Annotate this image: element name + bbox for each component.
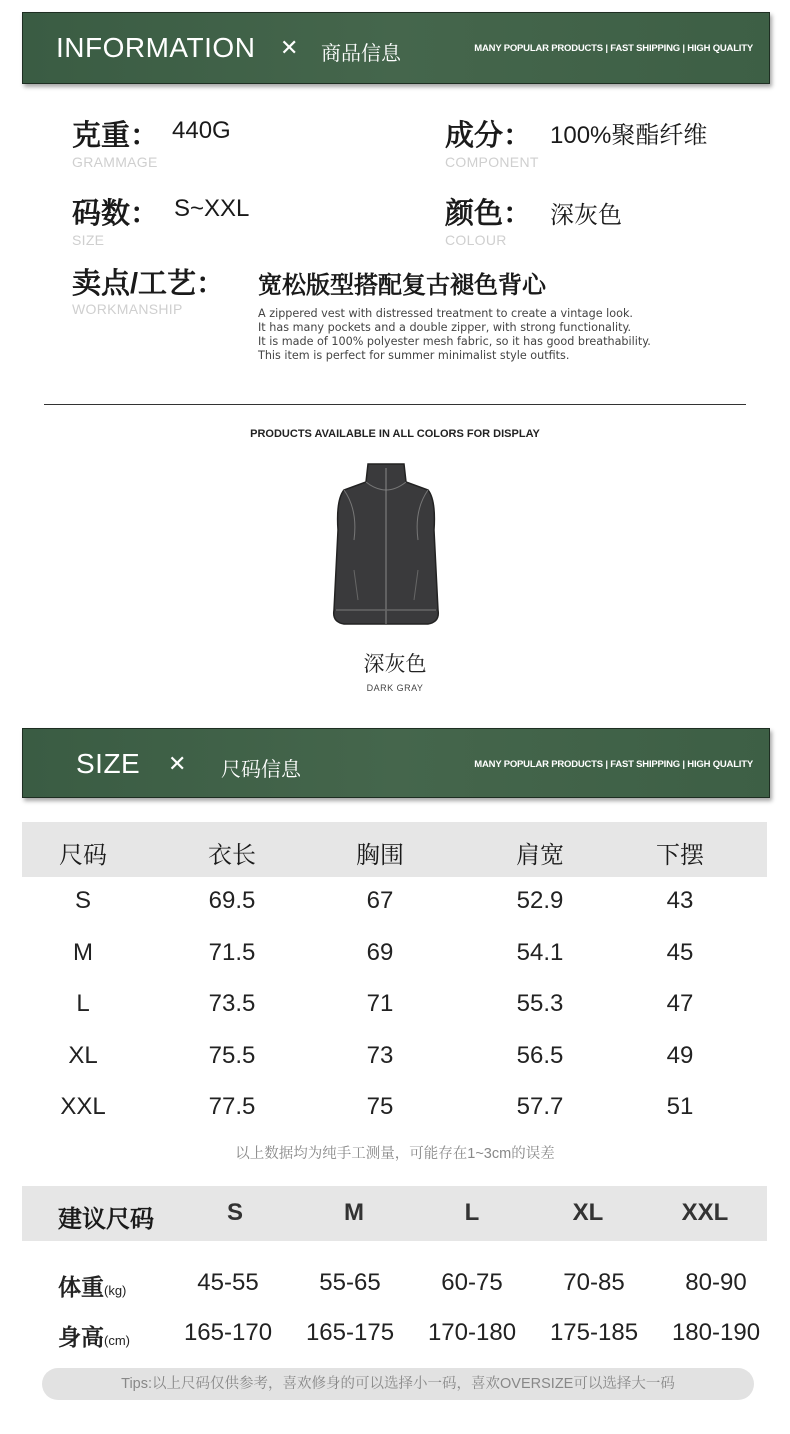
size-table-cell: 52.9	[516, 887, 564, 914]
height-value: 180-190	[671, 1319, 761, 1346]
size-table-header-cell: 下摆	[656, 842, 704, 869]
weight-unit: (kg)	[104, 1283, 127, 1298]
grammage-label: 克重：	[72, 120, 160, 152]
size-banner	[22, 728, 770, 798]
recommend-header-cell: XXL	[681, 1199, 729, 1226]
weight-value: 70-85	[563, 1269, 625, 1296]
weight-value: 55-65	[319, 1269, 381, 1296]
height-value: 170-180	[427, 1319, 517, 1346]
size-table-cell: 73	[366, 1041, 394, 1069]
banner-title-en: SIZE	[76, 748, 141, 779]
weight-value: 80-90	[685, 1269, 747, 1296]
size-table-cell: 56.5	[516, 1041, 564, 1069]
workmanship-label: 卖点/工艺：	[72, 268, 226, 300]
weight-value: 45-55	[197, 1269, 259, 1296]
size-table-cell: S	[74, 887, 92, 914]
component-label: 成分：	[445, 120, 533, 152]
size-table-cell: 77.5	[208, 1093, 256, 1120]
size-table-cell: 45	[666, 938, 694, 966]
size-table-cell: 49	[666, 1041, 694, 1069]
height-value: 165-170	[183, 1319, 273, 1346]
size-table-cell: 51	[666, 1093, 694, 1120]
colors-heading: PRODUCTS AVAILABLE IN ALL COLORS FOR DISPLAY	[250, 428, 540, 440]
size-table-cell: M	[73, 938, 93, 966]
size-table-cell: 71.5	[208, 938, 256, 966]
recommend-header-cell: L	[464, 1199, 480, 1226]
size-table-cell: 71	[366, 990, 394, 1017]
description-line: A zippered vest with distressed treatment to create a vintage look.	[258, 307, 633, 320]
sparkle-icon: ✕	[280, 35, 299, 60]
component-sub: COMPONENT	[445, 154, 539, 170]
description-line: It is made of 100% polyester mesh fabric, so it has good breathability.	[258, 335, 651, 348]
size-table-cell: 69	[366, 938, 394, 966]
size-table-cell: 75.5	[208, 1041, 256, 1069]
banner-title-en: INFORMATION	[56, 32, 256, 63]
size-sub: SIZE	[72, 232, 105, 248]
color-name-en: DARK GRAY	[366, 683, 424, 693]
vest-image	[318, 460, 454, 632]
height-row-label	[58, 1319, 130, 1352]
size-table-header-cell: 尺码	[59, 842, 107, 869]
product-description	[258, 307, 651, 363]
grammage-value: 440G	[172, 117, 231, 144]
size-table-header-cell: 胸围	[356, 842, 404, 869]
size-table-cell: 55.3	[516, 990, 564, 1017]
measurement-note: 以上数据均为纯手工测量，可能存在1~3cm的误差	[235, 1146, 555, 1162]
colour-sub: COLOUR	[445, 232, 507, 248]
component-value: 100%聚酯纤维	[550, 122, 708, 149]
description-line: It has many pockets and a double zipper, with strong functionality.	[258, 321, 632, 334]
grammage-sub: GRAMMAGE	[72, 154, 158, 170]
weight-label: 体重	[58, 1274, 104, 1300]
colour-value: 深灰色	[550, 202, 622, 229]
banner-tagline: MANY POPULAR PRODUCTS | FAST SHIPPING | HIGH QUALITY	[474, 759, 753, 770]
banner-title-cn: 尺码信息	[221, 759, 301, 781]
size-table-header-cell: 肩宽	[516, 842, 564, 869]
sparkle-icon: ✕	[168, 751, 187, 776]
banner-title-cn: 商品信息	[321, 43, 401, 65]
weight-row-label	[58, 1269, 126, 1302]
size-table-cell: 73.5	[208, 990, 256, 1017]
recommend-header-cell: 建议尺码	[58, 1206, 154, 1233]
banner-tagline: MANY POPULAR PRODUCTS | FAST SHIPPING | HIGH QUALITY	[474, 43, 753, 54]
tips-bar: Tips:以上尺码仅供参考，喜欢修身的可以选择小一码，喜欢OVERSIZE可以选择大一码	[42, 1368, 754, 1400]
size-table-header-cell: 衣长	[208, 842, 256, 869]
colour-label: 颜色：	[445, 198, 533, 230]
workmanship-value: 宽松版型搭配复古褪色背心	[258, 272, 546, 299]
size-table-cell: 75	[366, 1093, 394, 1120]
recommend-header-cell: S	[226, 1199, 244, 1226]
color-name-cn: 深灰色	[363, 653, 427, 676]
height-label: 身高	[58, 1324, 104, 1350]
size-table-cell: XXL	[60, 1093, 106, 1120]
height-value: 165-175	[305, 1319, 395, 1346]
workmanship-sub: WORKMANSHIP	[72, 301, 183, 317]
size-table-cell: 47	[666, 990, 694, 1017]
recommend-header-cell: M	[344, 1199, 364, 1226]
size-table-cell: 67	[366, 887, 394, 914]
size-table-cell: 69.5	[208, 887, 256, 914]
size-table-cell: XL	[68, 1041, 98, 1069]
size-label: 码数：	[72, 198, 160, 230]
size-value: S~XXL	[174, 195, 250, 222]
size-table-cell: 54.1	[516, 938, 564, 966]
recommend-header-cell: XL	[572, 1199, 604, 1226]
weight-value: 60-75	[441, 1269, 503, 1296]
size-table-cell: L	[76, 990, 90, 1017]
size-table-cell: 57.7	[516, 1093, 564, 1120]
divider	[44, 404, 746, 405]
height-unit: (cm)	[104, 1333, 130, 1348]
height-value: 175-185	[549, 1319, 639, 1346]
size-table-cell: 43	[666, 887, 694, 914]
information-banner	[22, 12, 770, 84]
description-line: This item is perfect for summer minimalist style outfits.	[258, 349, 570, 362]
